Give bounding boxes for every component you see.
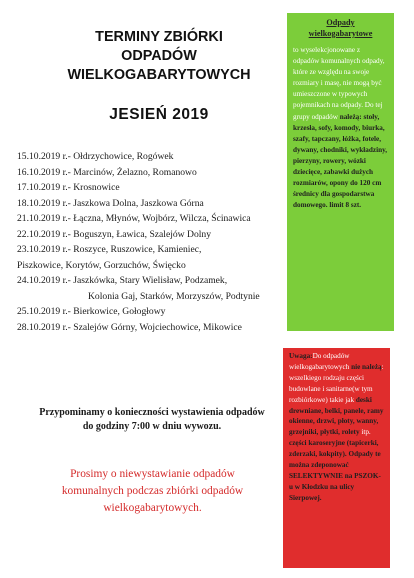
schedule-places: Marcinów, Żelazno, Romanowo: [73, 166, 197, 178]
schedule-places: Krosnowice: [73, 182, 120, 193]
warning-label: Uwaga:: [289, 352, 313, 360]
schedule-date: 22.10.2019 r.-: [17, 228, 71, 240]
schedule-date: 17.10.2019 r.-: [17, 182, 71, 193]
schedule-row: [17, 211, 289, 227]
schedule-date: 28.10.2019 r.-: [17, 321, 71, 333]
warning-box: [283, 348, 390, 568]
info-box-body: [293, 45, 388, 211]
schedule-date: 16.10.2019 r.-: [17, 166, 71, 178]
includes-label: należą: [339, 112, 360, 121]
info-box-heading: [293, 17, 388, 39]
reminder-line-1: Przypominamy o konieczności wystawienia odpadów: [39, 407, 265, 418]
title-line-2: ODPADÓW: [121, 48, 197, 64]
info-intro: to wyselekcjonowane z odpadów komunalnych odpady, które ze względu na swoje rozmiary i masę, nie mogą być umieszczone w typowych pojemnikach na odpady. Do tej grupy odpadów: [293, 46, 385, 121]
heading-line-1: Odpady: [326, 18, 355, 27]
schedule-places: Łączna, Młynów, Wojbórz, Wilcza, Ścinawica: [73, 213, 251, 224]
excluded-label: nie należą: [351, 362, 382, 371]
excluded-items-2: części karoseryjne (tapicerki, zderzaki, kokpity). Odpady te można zdeponować SELEKTYWNIE na PSZOK- u w Kłodzku na ulicy Sierpowej.: [289, 439, 381, 502]
schedule-row: [17, 227, 289, 243]
poster-title: [52, 28, 266, 85]
appeal-line-1: Prosimy o niewystawianie odpadów: [70, 468, 235, 480]
schedule-places: Bierkowice, Gołogłowy: [73, 306, 166, 317]
schedule-row: [17, 320, 289, 336]
appeal-notice: [40, 466, 265, 517]
schedule-places-continued: Piszkowice, Korytów, Gorzuchów, Święcko: [17, 259, 186, 271]
schedule-places: Ołdrzychowice, Rogówek: [73, 151, 174, 162]
schedule-places: Roszyce, Ruszowice, Kamieniec,: [73, 244, 202, 255]
warning-intro: Do odpadów wielkogabarytowych: [289, 352, 352, 371]
schedule-row: [17, 273, 289, 289]
schedule-places: Szalejów Górny, Wojciechowice, Mikowice: [73, 321, 242, 333]
appeal-line-2: komunalnych podczas zbiórki odpadów: [61, 485, 244, 497]
schedule-row: [17, 196, 289, 212]
schedule-date: 18.10.2019 r.-: [17, 197, 71, 209]
heading-line-2: wielkogabarytowe: [308, 29, 373, 38]
warning-text-1: : wszelkiego rodzaju części budowlane i sanitarne(w tym rozbiórkowe) takie jak: [289, 362, 384, 404]
schedule-date: 21.10.2019 r.-: [17, 213, 71, 224]
schedule-places: Boguszyn, Ławica, Szalejów Dolny: [73, 228, 211, 240]
reminder-notice: [15, 406, 289, 434]
schedule-date: 23.10.2019 r.-: [17, 244, 71, 255]
schedule-date: 15.10.2019 r.-: [17, 151, 71, 162]
included-items: : stoły, krzesła, sofy, komody, biurka, szafy, tapczany, łóżka, fotele, dywany, chodniki, wykładziny, pierzyny, rowery, wózki dziecięce, zabawki dużych rozmiarów, opony do 120 cm średnicy dla gospodarstwa domowego. limit 8 szt.: [293, 112, 388, 210]
appeal-line-3: wielkogabarytowych.: [103, 502, 202, 514]
schedule-row: [17, 304, 289, 320]
reminder-line-2: do godziny 7:00 w dniu wywozu.: [82, 421, 222, 432]
schedule-row: [17, 242, 289, 258]
schedule-places-continued: Kolonia Gaj, Starków, Morzyszów, Podtynie: [88, 290, 260, 302]
schedule-places: Jaszkówka, Stary Wielisław, Podzamek,: [73, 275, 228, 286]
warning-text-2: itp.: [359, 428, 371, 437]
title-line-1: TERMINY ZBIÓRKI: [95, 29, 223, 45]
title-line-3: WIELKOGABARYTOWYCH: [67, 67, 251, 83]
schedule-date: 24.10.2019 r.-: [17, 275, 71, 286]
collection-schedule: [17, 149, 289, 335]
schedule-row: [17, 180, 289, 196]
schedule-date: 25.10.2019 r.-: [17, 306, 71, 317]
schedule-places: Jaszkowa Dolna, Jaszkowa Górna: [73, 197, 204, 209]
season-label: JESIEŃ 2019: [109, 106, 209, 123]
schedule-row: [17, 149, 289, 165]
schedule-row: [17, 165, 289, 181]
excluded-items-1: deski drewniane, belki, panele, ramy okienne, drzwi, płoty, wanny, grzejniki, płytki, rolety: [289, 395, 384, 437]
bulky-waste-info-box: [287, 13, 394, 331]
